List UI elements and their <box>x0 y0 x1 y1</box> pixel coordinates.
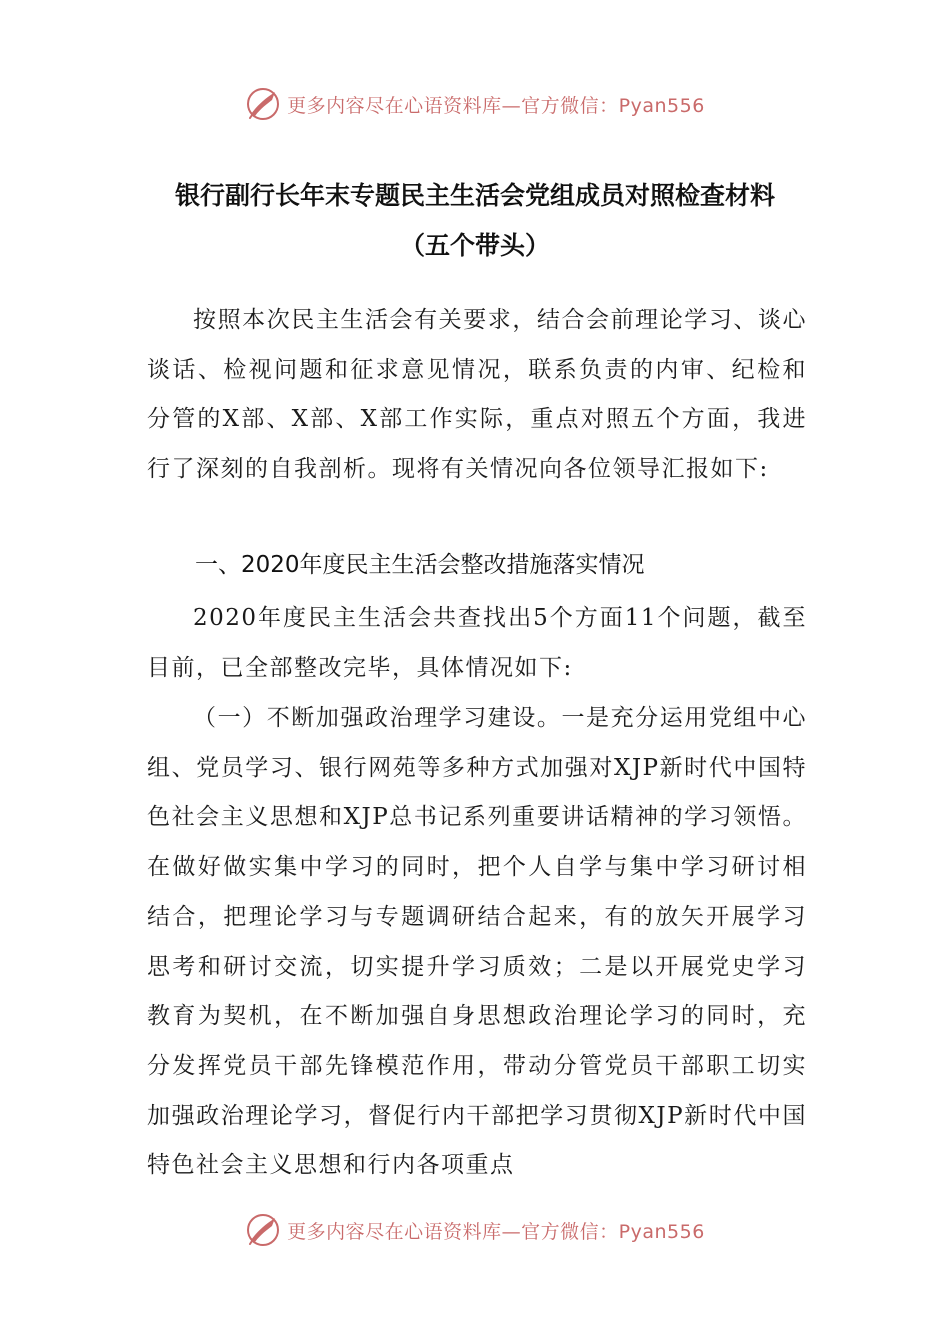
bottom-watermark-banner <box>0 1210 950 1250</box>
item-paragraph <box>147 694 807 1191</box>
pen-nib-logo-icon <box>245 1212 281 1248</box>
item-label: （一）不断加强政治理学习建设。 <box>193 705 562 731</box>
item-body: 一是充分运用党组中心组、党员学习、银行网苑等多种方式加强对XJP新时代中国特色社会主义思想和XJP总书记系列重要讲话精神的学习领悟。在做好做实集中学习的同时，把个人自学与集中学习研讨相结合，把理论学习与专题调研结合起来，有的放矢开展学习思考和研讨交流，切实提升学习质效；二是以开展党史学习教育为契机，在不断加强自身思想政治理论学习的同时，充分发挥党员干部先锋模范作用，带动分管党员干部职工切实加强政治理论学习，督促行内干部把学习贯彻XJP新时代中国特色社会主义思想和行内各项重点 <box>147 705 807 1179</box>
document-title: 银行副行长年末专题民主生活会党组成员对照检查材料 <box>174 181 775 210</box>
intro-paragraph: 按照本次民主生活会有关要求，结合会前理论学习、谈心谈话、检视问题和征求意见情况，联系负责的内审、纪检和分管的X部、X部、X部工作实际，重点对照五个方面，我进行了深刻的自我剖析。现将有关情况向各位领导汇报如下: <box>147 307 807 483</box>
wechat-id: Pyan556 <box>618 1220 705 1243</box>
watermark-text: 更多内容尽在心语资料库—官方微信：Pyan556 <box>287 1220 705 1243</box>
document-subtitle: （五个带头） <box>399 231 550 260</box>
wechat-id: Pyan556 <box>618 94 705 117</box>
pen-nib-logo-icon <box>245 86 281 122</box>
top-watermark-banner <box>0 84 950 124</box>
section-paragraph: 2020年度民主生活会共查找出5个方面11个问题，截至目前，已全部整改完毕，具体情况如下: <box>147 605 807 681</box>
section-heading: 一、2020年度民主生活会整改措施落实情况 <box>195 552 645 578</box>
watermark-text: 更多内容尽在心语资料库—官方微信：Pyan556 <box>287 94 705 117</box>
